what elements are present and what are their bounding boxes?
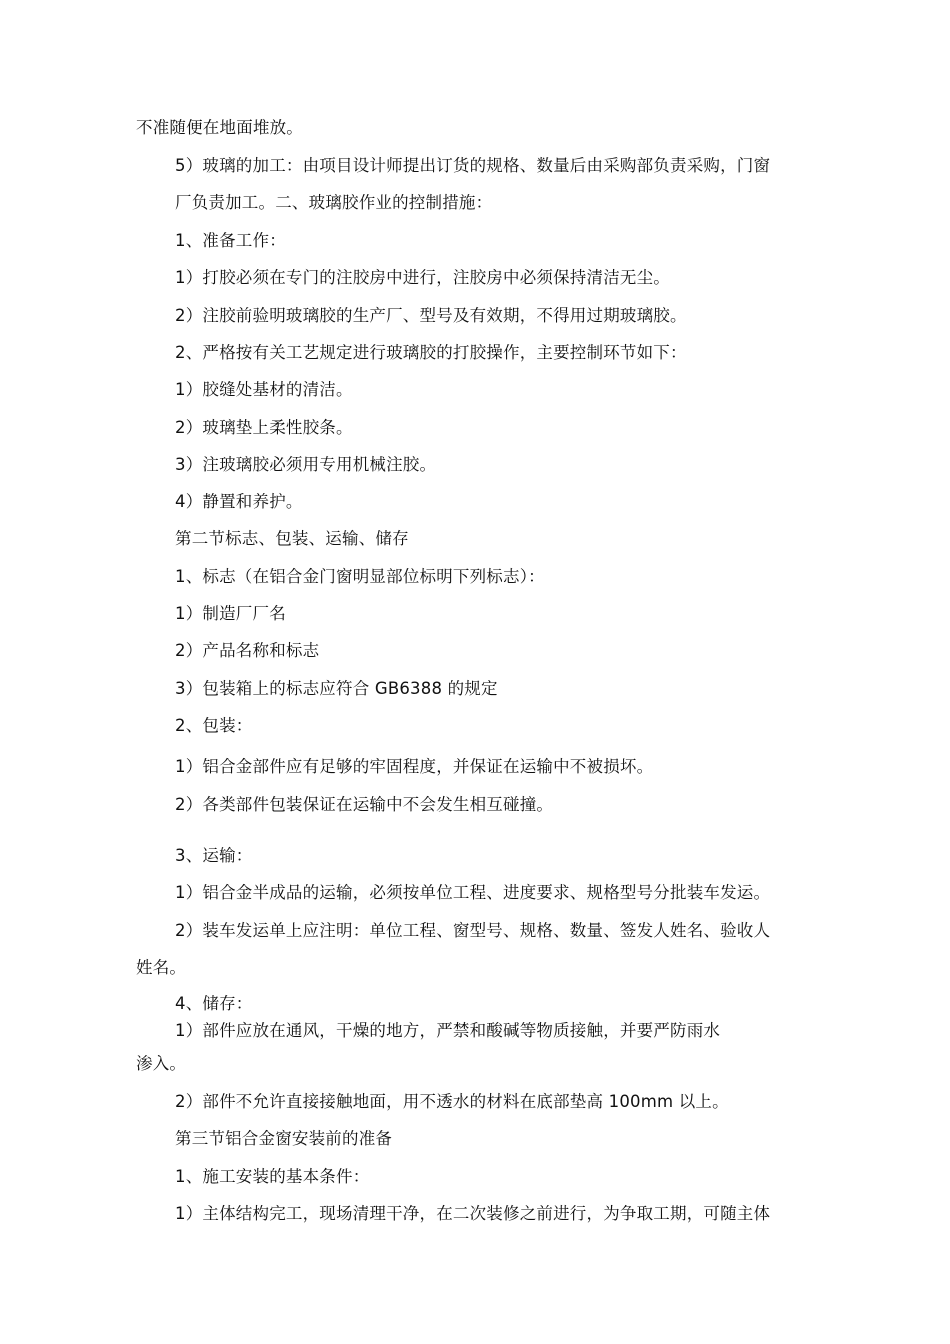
text-line: 厂负责加工。二、玻璃胶作业的控制措施： xyxy=(175,193,493,212)
text-line: 3）注玻璃胶必须用专用机械注胶。 xyxy=(175,455,437,474)
text-line: 4、储存： xyxy=(175,994,253,1013)
section-heading: 第三节铝合金窗安装前的准备 xyxy=(175,1129,393,1148)
section-heading: 第二节标志、包装、运输、储存 xyxy=(175,529,409,548)
text-line: 2）玻璃垫上柔性胶条。 xyxy=(175,418,353,437)
text-line: 2）装车发运单上应注明：单位工程、窗型号、规格、数量、签发人姓名、验收人 xyxy=(175,921,771,940)
text-line: 2）产品名称和标志 xyxy=(175,641,320,660)
text-line: 1）胶缝处基材的清洁。 xyxy=(175,380,353,399)
text-line: 2）部件不允许直接接触地面，用不透水的材料在底部垫高 100mm 以上。 xyxy=(175,1092,729,1111)
text-line: 1）制造厂厂名 xyxy=(175,604,286,623)
text-line: 5）玻璃的加工：由项目设计师提出订货的规格、数量后由采购部负责采购，门窗 xyxy=(175,156,771,175)
text-line: 2、包装： xyxy=(175,716,253,735)
text-line: 3）包装箱上的标志应符合 GB6388 的规定 xyxy=(175,679,498,698)
text-line: 1）铝合金部件应有足够的牢固程度，并保证在运输中不被损坏。 xyxy=(175,757,654,776)
text-line: 1、标志（在铝合金门窗明显部位标明下列标志）： xyxy=(175,567,545,586)
text-line: 1）铝合金半成品的运输，必须按单位工程、进度要求、规格型号分批装车发运。 xyxy=(175,883,771,902)
text-line: 3、运输： xyxy=(175,846,253,865)
text-line: 1）部件应放在通风，干燥的地方，严禁和酸碱等物质接触，并要严防雨水 xyxy=(175,1021,721,1040)
text-line: 4）静置和养护。 xyxy=(175,492,303,511)
text-line: 1、准备工作： xyxy=(175,231,286,250)
text-line: 2）注胶前验明玻璃胶的生产厂、型号及有效期，不得用过期玻璃胶。 xyxy=(175,306,687,325)
text-line: 2、严格按有关工艺规定进行玻璃胶的打胶操作，主要控制环节如下： xyxy=(175,343,687,362)
text-line: 2）各类部件包装保证在运输中不会发生相互碰撞。 xyxy=(175,795,554,814)
text-line: 1）打胶必须在专门的注胶房中进行，注胶房中必须保持清洁无尘。 xyxy=(175,268,670,287)
text-line: 渗入。 xyxy=(136,1054,187,1073)
text-line: 1）主体结构完工，现场清理干净，在二次装修之前进行，为争取工期，可随主体 xyxy=(175,1204,771,1223)
text-line: 姓名。 xyxy=(136,958,187,977)
text-line: 不准随便在地面堆放。 xyxy=(136,118,303,137)
text-line: 1、施工安装的基本条件： xyxy=(175,1167,370,1186)
